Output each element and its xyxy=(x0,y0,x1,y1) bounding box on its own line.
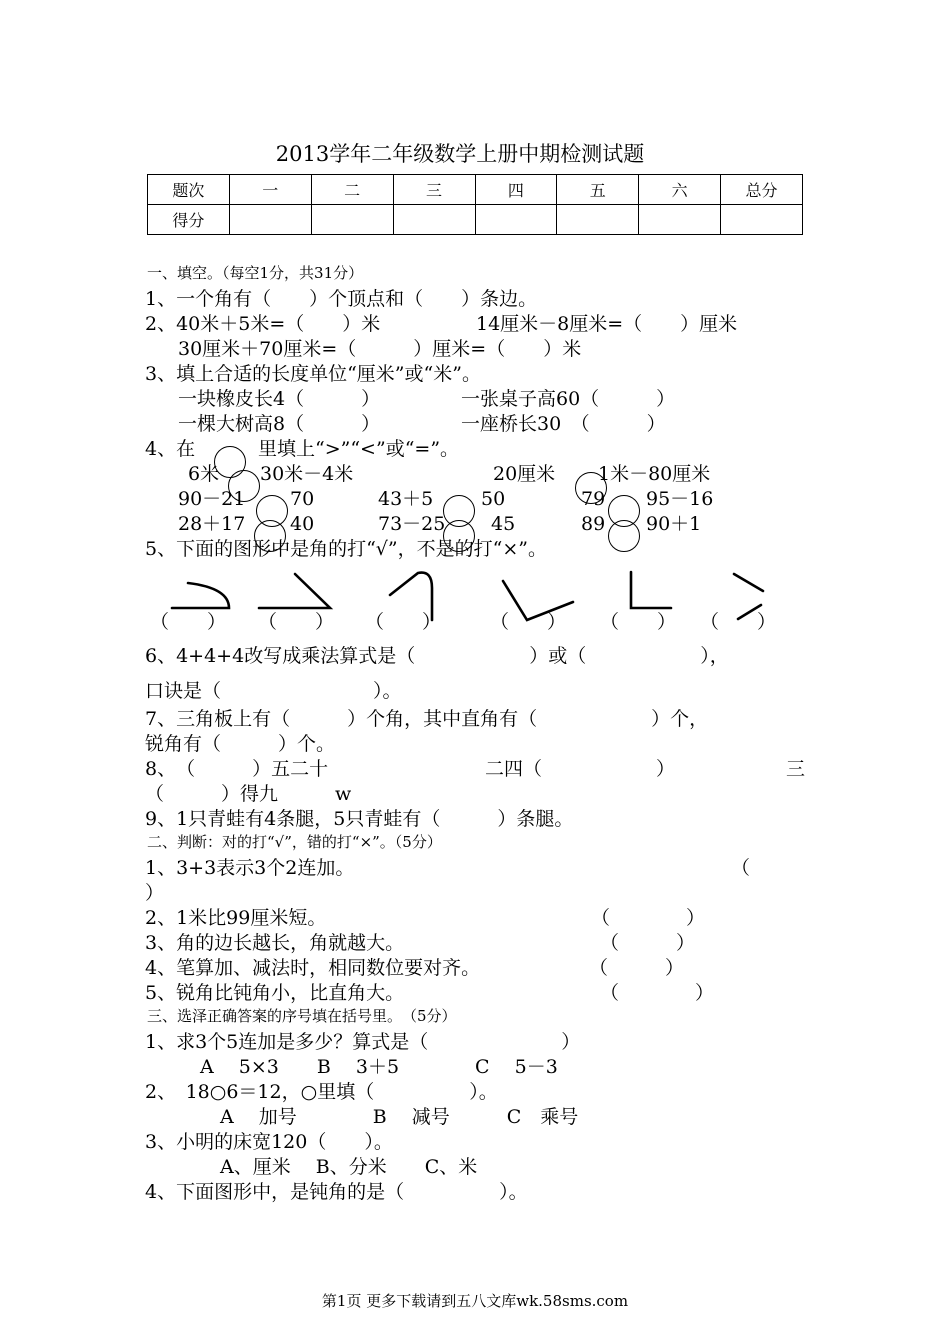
question-1-6b: 口诀是（ ）。 xyxy=(145,680,402,702)
table-cell: 一 xyxy=(229,175,311,205)
compare-item: 79 xyxy=(581,488,606,510)
table-cell: 三 xyxy=(393,175,475,205)
table-cell: 得分 xyxy=(148,205,230,235)
question-3-1: 1、求3个5连加是多少？算式是（ ） xyxy=(145,1031,581,1053)
table-cell: 总分 xyxy=(721,175,803,205)
answer-paren[interactable]: （ ） xyxy=(600,982,715,1004)
question-3-3-options: A、厘米 B、分米 C、米 xyxy=(220,1156,478,1178)
question-1-3c: 一棵大树高8（ ） xyxy=(178,413,381,435)
question-1-5: 5、下面的图形中是角的打“√”，不是的打“×”。 xyxy=(145,538,547,560)
question-1-2a: 2、40米＋5米=（ ）米 xyxy=(145,313,381,335)
compare-item: 95－16 xyxy=(646,488,714,510)
question-3-2: 2、 18○6＝12，○里填（ ）。 xyxy=(145,1081,498,1103)
angle-figures xyxy=(0,560,950,640)
table-cell: 二 xyxy=(311,175,393,205)
question-1-2c: 30厘米＋70厘米=（ ）厘米=（ ）米 xyxy=(178,338,582,360)
question-1-8d: （ ）得九 w xyxy=(145,783,352,805)
page-footer: 第1页 更多下载请到五八文库wk.58sms.com xyxy=(321,1292,629,1310)
question-1-7b: 锐角有（ ）个。 xyxy=(145,733,336,755)
answer-paren[interactable]: ） xyxy=(145,882,165,904)
table-cell: 四 xyxy=(475,175,557,205)
score-cell[interactable] xyxy=(393,205,475,235)
compare-item: 89 xyxy=(581,513,606,535)
compare-item: 30米－4米 xyxy=(260,463,354,485)
question-3-1-options: A 5×3 B 3＋5 C 5－3 xyxy=(200,1056,558,1078)
answer-paren[interactable]: （ ） xyxy=(700,611,777,633)
question-3-3: 3、小明的床宽120（ ）。 xyxy=(145,1131,393,1153)
question-1-6a: 6、4+4+4改写成乘法算式是（ ）或（ ）， xyxy=(145,645,729,667)
question-1-8a: 8、 （ ）五二十 xyxy=(145,758,329,780)
score-cell[interactable] xyxy=(721,205,803,235)
question-2-5: 5、锐角比钝角小，比直角大。 xyxy=(145,982,405,1004)
question-1-3b: 一张桌子高60（ ） xyxy=(461,388,676,410)
answer-paren[interactable]: （ xyxy=(731,857,751,879)
question-3-4: 4、下面图形中，是钝角的是（ ）。 xyxy=(145,1181,528,1203)
question-1-2b: 14厘米－8厘米=（ ）厘米 xyxy=(476,313,738,335)
question-2-1: 1、3+3表示3个2连加。 xyxy=(145,857,355,879)
compare-item: 70 xyxy=(290,488,315,510)
question-1-4-start: 4、在 xyxy=(145,438,196,460)
score-cell[interactable] xyxy=(557,205,639,235)
figure-angle-acute xyxy=(259,574,330,608)
answer-paren[interactable]: （ ） xyxy=(600,932,696,954)
page-title: 2013学年二年级数学上册中期检测试题 xyxy=(275,142,645,166)
score-table xyxy=(147,174,803,235)
compare-item: 20厘米 xyxy=(493,463,556,485)
compare-circle[interactable] xyxy=(608,520,640,552)
section-2-heading: 二、判断：对的打“√”，错的打“×”。（5分） xyxy=(147,833,442,851)
answer-paren[interactable]: （ ） xyxy=(600,611,677,633)
question-1-3d: 一座桥长30 （ ） xyxy=(461,413,666,435)
question-2-4: 4、笔算加、减法时，相同数位要对齐。 xyxy=(145,957,481,979)
table-cell: 五 xyxy=(557,175,639,205)
table-cell: 题次 xyxy=(148,175,230,205)
score-cell[interactable] xyxy=(311,205,393,235)
score-table-score-row xyxy=(148,205,803,235)
compare-item: 50 xyxy=(481,488,506,510)
answer-paren[interactable]: （ ） xyxy=(365,611,442,633)
answer-paren[interactable]: （ ） xyxy=(150,611,227,633)
figure-angle-right xyxy=(631,572,671,608)
score-cell[interactable] xyxy=(639,205,721,235)
question-1-3: 3、填上合适的长度单位“厘米”或“米”。 xyxy=(145,363,481,385)
figure-open-lines xyxy=(734,574,763,591)
score-table-header-row xyxy=(148,175,803,205)
compare-item: 6米 xyxy=(188,463,220,485)
compare-item: 28＋17 xyxy=(178,513,246,535)
compare-item: 40 xyxy=(290,513,315,535)
table-cell: 六 xyxy=(639,175,721,205)
compare-circle[interactable] xyxy=(575,472,607,504)
question-2-2: 2、1米比99厘米短。 xyxy=(145,907,327,929)
question-1-4-end: 里填上“>”“<”或“=”。 xyxy=(258,438,460,460)
compare-circle[interactable] xyxy=(228,470,260,502)
section-1-heading: 一、填空。（每空1分，共31分） xyxy=(147,264,364,282)
score-cell[interactable] xyxy=(229,205,311,235)
section-3-heading: 三、选泽正确答案的序号填在括号里。 （5分） xyxy=(147,1007,457,1025)
compare-item: 1米－80厘米 xyxy=(598,463,711,485)
compare-item: 73－25 xyxy=(378,513,446,535)
question-1-3a: 一块橡皮长4（ ） xyxy=(178,388,381,410)
question-1-9: 9、1只青蛙有4条腿，5只青蛙有（ ）条腿。 xyxy=(145,808,574,830)
question-1-1: 1、一个角有（ ）个顶点和（ ）条边。 xyxy=(145,288,538,310)
compare-item: 90＋1 xyxy=(646,513,702,535)
question-1-8b: 二四（ ） xyxy=(485,758,676,780)
answer-paren[interactable]: （ ） xyxy=(258,611,335,633)
compare-item: 90－21 xyxy=(178,488,246,510)
question-1-7a: 7、三角板上有（ ）个角，其中直角有（ ）个， xyxy=(145,708,709,730)
answer-paren[interactable]: （ ） xyxy=(591,907,706,929)
compare-item: 45 xyxy=(491,513,516,535)
score-cell[interactable] xyxy=(475,205,557,235)
figure-curved-shape xyxy=(172,583,229,608)
answer-paren[interactable]: （ ） xyxy=(490,611,567,633)
compare-item: 43＋5 xyxy=(378,488,434,510)
question-3-2-options: A 加号 B 减号 C 乘号 xyxy=(220,1106,579,1128)
question-2-3: 3、角的边长越长，角就越大。 xyxy=(145,932,405,954)
answer-paren[interactable]: （ ） xyxy=(589,957,685,979)
question-1-8c: 三 xyxy=(786,758,806,780)
